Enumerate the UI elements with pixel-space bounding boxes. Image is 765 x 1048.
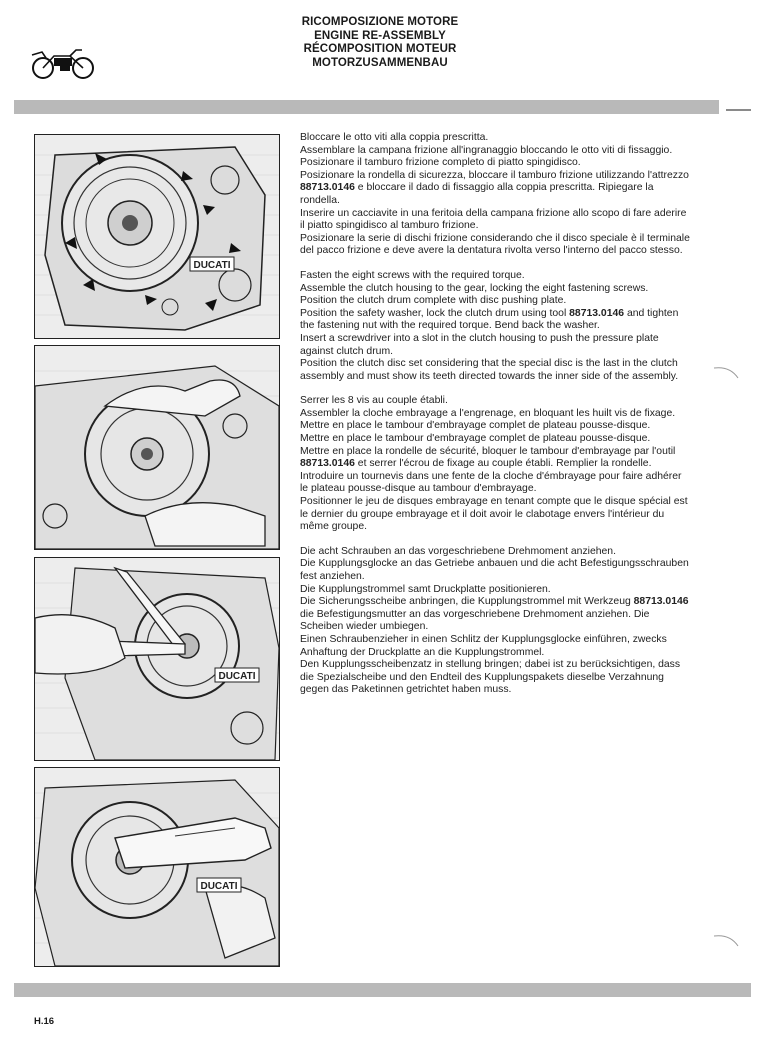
ducati-logo-text: DUCATI xyxy=(218,671,256,682)
text-line: Position the safety washer, lock the clutch drum using tool 88713.0146 and tighten the fastening nut with the required torque. Bend back the washer. xyxy=(300,307,679,332)
text-line: Einen Schraubenzieher in einen Schlitz der Kupplungsglocke einführen, zwecks Anhaftung der Druckplatte an die Kupplungstrommel. xyxy=(300,633,667,658)
text-line: Mettre en place le tambour d'embrayage complet de plateau pousse-disque. xyxy=(300,433,651,445)
figure-locking-tool xyxy=(34,557,280,761)
title-french: RÉCOMPOSITION MOTEUR xyxy=(303,43,457,55)
tool-code: 88713.0146 xyxy=(300,182,355,194)
tool-code: 88713.0146 xyxy=(300,458,355,470)
text-line: Positionner le jeu de disques embrayage en tenant compte que le disque spécial est le dernier du groupe embrayage et il doit avoir le clabotage envers l'intérieur du même groupe. xyxy=(300,496,688,533)
ducati-logo-text: DUCATI xyxy=(193,260,231,271)
text-line: Insert a screwdriver into a slot in the clutch housing to push the pressure plate against clutch drum. xyxy=(300,332,659,357)
text-line: Position the clutch drum complete with disc pushing plate. xyxy=(300,295,567,307)
french-section xyxy=(300,395,690,534)
text-line: Assemble the clutch housing to the gear, locking the eight fastening screws. xyxy=(300,282,649,294)
text-line: Position the clutch disc set considering that the special disc is the last in the clutch assembly and must show its teeth directed towards the inner side of the assembly. xyxy=(300,358,679,382)
text-line: Serrer les 8 vis au couple établi. xyxy=(300,395,448,407)
text-line: Die Kupplungstrommel samt Druckplatte positionieren. xyxy=(300,583,551,595)
text-line: Posizionare la rondella di sicurezza, bloccare il tamburo frizione utilizzando l'attrezzo 88713.0146 e bloccare il dado di fissaggio alla coppia prescritta. Ripiegare la rondella. xyxy=(300,169,689,206)
text-line: Assembler la cloche embrayage a l'engrenage, en bloquant les huilt vis de fixage. xyxy=(300,407,676,419)
ducati-logo-text: DUCATI xyxy=(200,881,238,892)
text-line: Die acht Schrauben an das vorgeschriebene Drehmoment anziehen. xyxy=(300,545,616,557)
text-line: Posizionare il tamburo frizione completo di piatto spingidisco. xyxy=(300,157,581,169)
scan-mark xyxy=(712,362,742,382)
german-section xyxy=(300,546,690,697)
tool-code: 88713.0146 xyxy=(633,596,689,608)
text-line: Die Sicherungsscheibe anbringen, die Kupplungstrommel mit Werkzeug 88713.0146 die Befestigungsmutter an das vorgeschriebene Drehmoment anziehen. Die Scheiben wieder umbiegen. xyxy=(300,596,689,633)
tool-code: 88713.0146 xyxy=(569,307,625,319)
motorcycle-icon xyxy=(30,46,96,80)
english-section xyxy=(300,270,690,383)
text-line: Die Kupplungsglocke an das Getriebe anbauen und die acht Befestigungsschrauben fest anziehen. xyxy=(300,558,689,582)
scan-mark xyxy=(712,930,742,950)
text-line: Inserire un cacciavite in una feritoia della campana frizione allo scopo di fare aderire il piatto spingidisco al tamburo frizione. xyxy=(300,207,687,232)
text-line: Fasten the eight screws with the required torque. xyxy=(300,269,525,281)
text-line: Introduire un tournevis dans une fente de la cloche d'émbrayage pour faire adhérer le plateau pousse-disque au tambour d'embrayage. xyxy=(300,470,682,495)
title-italian: RICOMPOSIZIONE MOTORE xyxy=(301,16,459,28)
figure-torque-wrench xyxy=(34,767,280,967)
instruction-text xyxy=(300,132,690,709)
text-line: Bloccare le otto viti alla coppia prescritta. xyxy=(300,132,489,143)
footer-divider-band xyxy=(14,983,751,997)
text-line: Assemblare la campana frizione all'ingranaggio bloccando le otto viti di fissaggio. xyxy=(300,144,673,156)
italian-section xyxy=(300,132,690,258)
title-german: MOTORZUSAMMENBAU xyxy=(312,56,448,69)
figure-clutch-drum xyxy=(34,345,280,550)
page-number: H.16 xyxy=(34,1016,55,1027)
text-line: Posizionare la serie di dischi frizione considerando che il disco speciale è il terminale del pacco frizione e deve avere la dentatura rivolta verso l'interno del pacco stesso. xyxy=(300,232,690,257)
text-line: Den Kupplungsscheibenzatz in stellung bringen; dabei ist zu berücksichtigen, dass die Spezialscheibe und den Endteil des Kupplungspakets dieselbe Verzahnung gegen das Paketinnen getrichtet haben muss. xyxy=(300,659,681,696)
header-divider-band xyxy=(14,100,751,114)
text-line: Mettre en place le tambour d'embrayage complet de plateau pousse-disque. xyxy=(300,420,651,432)
title-english: ENGINE RE-ASSEMBLY xyxy=(314,29,446,42)
page-title xyxy=(220,16,540,70)
text-line: Mettre en place la rondelle de sécurité, bloquer le tambour d'embrayage par l'outil 88713.0146 et serrer l'écrou de fixage au couple établi. Remplier la rondelle. xyxy=(300,445,676,470)
figure-clutch-housing xyxy=(34,134,280,339)
